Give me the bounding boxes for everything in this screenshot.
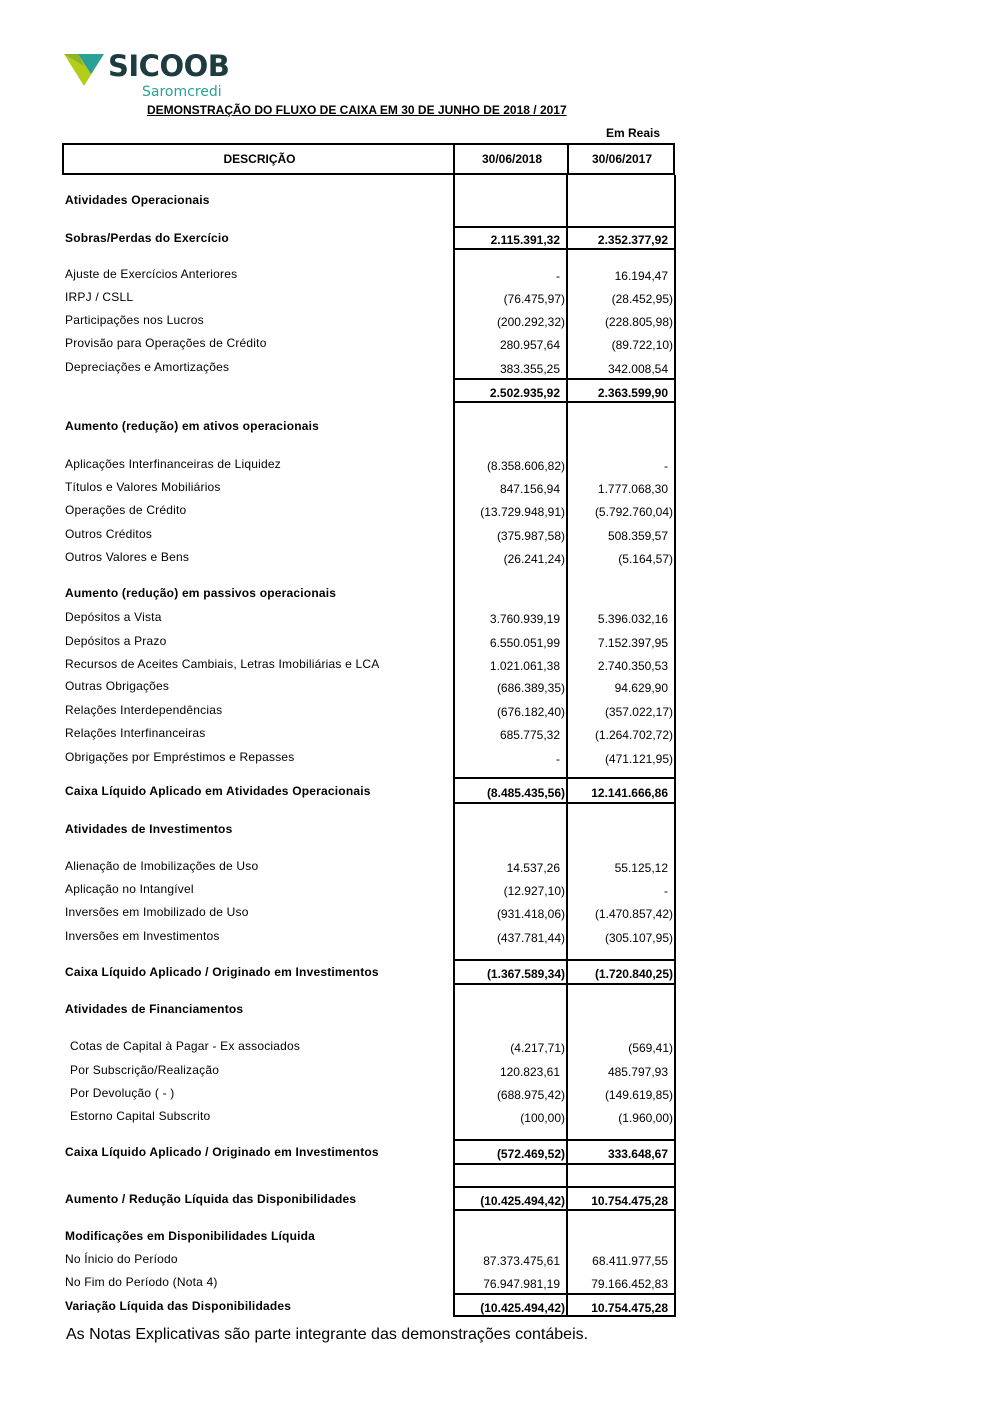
value-2018: 685.775,32 <box>499 728 560 742</box>
value-2017: - <box>664 884 668 898</box>
value-2017: 333.648,67 <box>607 1147 668 1161</box>
row-divider <box>453 1315 676 1317</box>
value-2018: (26.241,24) <box>503 552 565 566</box>
value-2017: (1.960,00) <box>618 1111 673 1125</box>
row-label: Atividades de Investimentos <box>65 822 233 836</box>
value-2017: 94.629,90 <box>614 681 668 695</box>
value-2017: (228.805,98) <box>604 315 673 329</box>
value-2017: 10.754.475,28 <box>591 1301 668 1315</box>
row-divider <box>453 1163 676 1165</box>
row-label: Por Devolução ( - ) <box>70 1086 175 1100</box>
value-2018: (8.485.435,56) <box>486 786 565 800</box>
row-label: Inversões em Imobilizado de Uso <box>65 905 249 919</box>
value-2018: (100,00) <box>520 1111 565 1125</box>
row-label: Caixa Líquido Aplicado / Originado em Investimentos <box>65 1145 379 1159</box>
document-title: DEMONSTRAÇÃO DO FLUXO DE CAIXA EM 30 DE JUNHO DE 2018 / 2017 <box>147 103 567 117</box>
row-label: Aumento (redução) em ativos operacionais <box>65 419 320 433</box>
row-label: Outros Créditos <box>65 527 153 541</box>
value-2018: (931.418,06) <box>496 907 565 921</box>
value-2018: 120.823,61 <box>499 1065 560 1079</box>
row-divider <box>453 983 676 985</box>
row-label: No Ínicio do Período <box>65 1252 178 1266</box>
value-2018: 87.373.475,61 <box>483 1254 560 1268</box>
row-divider <box>453 959 676 961</box>
row-label: Títulos e Valores Mobiliários <box>65 480 221 494</box>
column-divider <box>566 175 568 1317</box>
row-divider <box>453 401 676 403</box>
value-2018: 2.115.391,32 <box>490 233 560 247</box>
value-2017: - <box>664 459 668 473</box>
value-2018: (10.425.494,42) <box>480 1194 565 1208</box>
value-2017: (5.792.760,04) <box>594 505 673 519</box>
value-2018: (200.292,32) <box>496 315 565 329</box>
value-2017: (569,41) <box>628 1041 673 1055</box>
row-label: Caixa Líquido Aplicado em Atividades Operacionais <box>65 784 371 798</box>
value-2017: (305.107,95) <box>604 931 673 945</box>
row-label: Participações nos Lucros <box>65 313 204 327</box>
value-2017: 2.740.350,53 <box>597 659 668 673</box>
currency-unit: Em Reais <box>606 126 661 140</box>
header-description: DESCRIÇÃO <box>223 152 296 166</box>
value-2018: (8.358.606,82) <box>486 459 565 473</box>
column-divider <box>674 175 676 1317</box>
value-2017: (149.619,85) <box>604 1088 673 1102</box>
header-2017: 30/06/2017 <box>591 152 653 166</box>
row-label: Relações Interfinanceiras <box>65 726 206 740</box>
value-2018: 383.355,25 <box>499 362 560 376</box>
footer-note: As Notas Explicativas são parte integrante das demonstrações contábeis. <box>66 1326 589 1343</box>
row-label: Depreciações e Amortizações <box>65 360 230 374</box>
row-divider <box>453 226 676 228</box>
value-2018: (437.781,44) <box>496 931 565 945</box>
value-2017: 55.125,12 <box>614 861 668 875</box>
row-label: Operações de Crédito <box>65 503 187 517</box>
row-label: Aumento / Redução Líquida das Disponibilidades <box>65 1192 357 1206</box>
value-2018: (1.367.589,34) <box>486 967 565 981</box>
row-divider <box>453 1186 676 1188</box>
value-2017: 5.396.032,16 <box>597 612 668 626</box>
row-divider <box>453 802 676 804</box>
value-2018: (688.975,42) <box>496 1088 565 1102</box>
value-2018: (4.217,71) <box>510 1041 565 1055</box>
row-label: Ajuste de Exercícios Anteriores <box>65 267 238 281</box>
value-2017: (471.121,95) <box>604 752 673 766</box>
value-2018: (13.729.948,91) <box>480 505 565 519</box>
row-divider <box>453 1139 676 1141</box>
row-label: Outros Valores e Bens <box>65 550 190 564</box>
row-label: Por Subscrição/Realização <box>70 1063 220 1077</box>
value-2018: (12.927,10) <box>503 884 565 898</box>
value-2017: (28.452,95) <box>611 292 673 306</box>
row-label: IRPJ / CSLL <box>65 290 134 304</box>
value-2017: 10.754.475,28 <box>591 1194 668 1208</box>
value-2017: (1.720.840,25) <box>594 967 673 981</box>
value-2017: 7.152.397,95 <box>597 636 668 650</box>
row-label: Caixa Líquido Aplicado / Originado em Investimentos <box>65 965 379 979</box>
header-2018: 30/06/2018 <box>481 152 543 166</box>
row-divider <box>453 777 676 779</box>
row-divider <box>453 378 676 380</box>
row-label: Modificações em Disponibilidades Líquida <box>65 1229 316 1243</box>
value-2017: (1.470.857,42) <box>594 907 673 921</box>
sicoob-logo <box>64 52 108 92</box>
value-2017: (357.022,17) <box>604 705 673 719</box>
row-label: Obrigações por Empréstimos e Repasses <box>65 750 295 764</box>
value-2017: (5.164,57) <box>618 552 673 566</box>
value-2017: (89.722,10) <box>611 338 673 352</box>
logo-brand: SICOOB <box>108 49 230 83</box>
value-2017: 68.411.977,55 <box>592 1254 668 1268</box>
value-2017: 79.166.452,83 <box>591 1277 668 1291</box>
table-header <box>62 143 675 175</box>
row-label: Provisão para Operações de Crédito <box>65 336 267 350</box>
value-2018: - <box>556 269 560 283</box>
value-2018: 847.156,94 <box>499 482 560 496</box>
row-divider <box>453 1293 676 1295</box>
value-2017: 1.777.068,30 <box>597 482 668 496</box>
value-2017: (1.264.702,72) <box>594 728 673 742</box>
value-2018: (76.475,97) <box>503 292 565 306</box>
value-2018: (676.182,40) <box>496 705 565 719</box>
logo-mark-icon <box>64 52 108 92</box>
row-divider <box>453 1209 676 1211</box>
value-2018: (10.425.494,42) <box>480 1301 565 1315</box>
row-label: Aplicações Interfinanceiras de Liquidez <box>65 457 281 471</box>
value-2018: (572.469,52) <box>496 1147 565 1161</box>
row-label: Depósitos a Vista <box>65 610 162 624</box>
row-label: Sobras/Perdas do Exercício <box>65 231 229 245</box>
row-label: Outras Obrigações <box>65 679 170 693</box>
value-2018: 280.957,64 <box>499 338 560 352</box>
value-2018: (375.987,58) <box>496 529 565 543</box>
logo-subtitle: Saromcredi <box>142 84 222 100</box>
row-label: Inversões em Investimentos <box>65 929 220 943</box>
value-2018: (686.389,35) <box>496 681 565 695</box>
row-label: Cotas de Capital à Pagar - Ex associados <box>70 1039 301 1053</box>
value-2018: - <box>556 752 560 766</box>
row-label: Depósitos a Prazo <box>65 634 167 648</box>
value-2017: 12.141.666,86 <box>591 786 668 800</box>
value-2017: 2.352.377,92 <box>597 233 668 247</box>
row-divider <box>453 248 676 250</box>
row-label: Aumento (redução) em passivos operacionais <box>65 586 337 600</box>
row-label: Atividades de Financiamentos <box>65 1002 244 1016</box>
value-2018: 6.550.051,99 <box>489 636 560 650</box>
value-2018: 76.947.981,19 <box>483 1277 560 1291</box>
row-label: Variação Líquida das Disponibilidades <box>65 1299 292 1313</box>
row-label: Estorno Capital Subscrito <box>70 1109 211 1123</box>
value-2017: 342.008,54 <box>607 362 668 376</box>
value-2017: 16.194,47 <box>614 269 668 283</box>
value-2018: 2.502.935,92 <box>489 386 560 400</box>
value-2017: 485.797,93 <box>607 1065 668 1079</box>
value-2018: 14.537,26 <box>506 861 560 875</box>
row-label: Recursos de Aceites Cambiais, Letras Imobiliárias e LCA <box>65 657 380 671</box>
value-2017: 508.359,57 <box>607 529 668 543</box>
row-label: No Fim do Período (Nota 4) <box>65 1275 218 1289</box>
value-2017: 2.363.599,90 <box>597 386 668 400</box>
row-label: Alienação de Imobilizações de Uso <box>65 859 259 873</box>
value-2018: 3.760.939,19 <box>489 612 560 626</box>
row-label: Aplicação no Intangível <box>65 882 194 896</box>
row-label: Relações Interdependências <box>65 703 223 717</box>
value-2018: 1.021.061,38 <box>489 659 560 673</box>
row-label: Atividades Operacionais <box>65 193 210 207</box>
